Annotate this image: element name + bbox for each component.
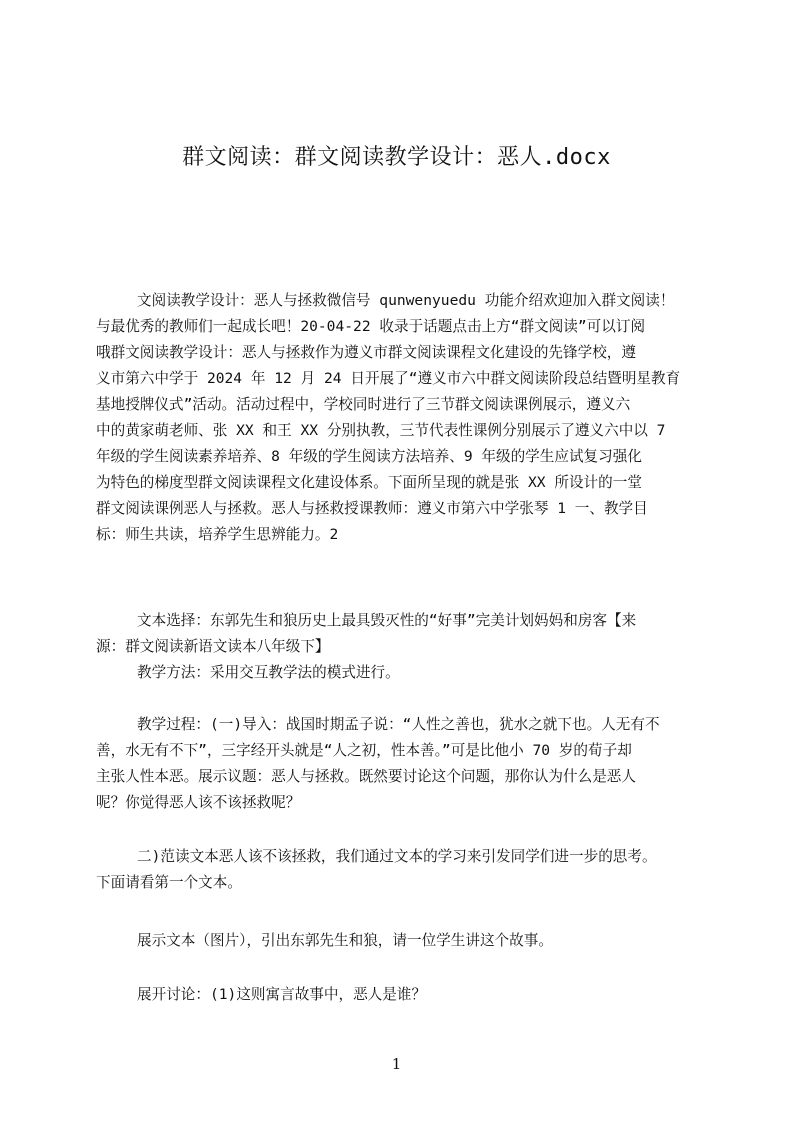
discussion-paragraph xyxy=(96,982,700,1008)
text-line: 呢？你觉得恶人该不该拯救呢？ xyxy=(96,794,301,811)
text-line: 中的黄家萌老师、张 XX 和王 XX 分别执教，三节代表性课例分别展示了遵义六中以 7 xyxy=(96,422,666,439)
text-line: 教学过程：(一)导入：战国时期孟子说：“人性之善也，犹水之就下也。人无有不 xyxy=(137,716,660,733)
reading-paragraph xyxy=(96,844,700,896)
text-line: 下面请看第一个文本。 xyxy=(96,874,242,891)
teaching-process-paragraph xyxy=(96,712,700,816)
text-line: 为特色的梯度型群文阅读课程文化建设体系。下面所呈现的就是张 XX 所设计的一堂 xyxy=(96,474,642,491)
text-line: 主张人性本恶。展示议题：恶人与拯救。既然要讨论这个问题，那你认为什么是恶人 xyxy=(96,768,636,785)
text-line: 展开讨论：(1)这则寓言故事中，恶人是谁？ xyxy=(137,986,427,1003)
text-line: 二)范读文本恶人该不该拯救，我们通过文本的学习来引发同学们进一步的思考。 xyxy=(137,848,657,865)
teaching-method-paragraph xyxy=(96,660,700,686)
text-selection-paragraph xyxy=(96,608,700,660)
text-line: 与最优秀的教师们一起成长吧！20-04-22 收录于话题点击上方“群文阅读”可以订阅 xyxy=(96,318,646,335)
text-line: 基地授牌仪式”活动。活动过程中，学校同时进行了三节群文阅读课例展示，遵义六 xyxy=(96,396,631,413)
text-line: 义市第六中学于 2024 年 12 月 24 日开展了“遵义市六中群文阅读阶段总结暨明星教育 xyxy=(96,370,681,387)
text-line: 善，水无有不下”，三字经开头就是“人之初，性本善。”可是比他小 70 岁的荀子却 xyxy=(96,742,632,759)
text-line: 展示文本（图片），引出东郭先生和狼，请一位学生讲这个故事。 xyxy=(137,932,553,949)
text-line: 源：群文阅读新语文读本八年级下】 xyxy=(96,638,330,655)
text-line: 年级的学生阅读素养培养、8 年级的学生阅读方法培养、9 年级的学生应试复习强化 xyxy=(96,448,642,465)
show-text-paragraph xyxy=(96,928,700,954)
text-line: 文本选择：东郭先生和狼历史上最具毁灭性的“好事”完美计划妈妈和房客【来 xyxy=(137,612,637,629)
document-title: 群文阅读：群文阅读教学设计：恶人.docx xyxy=(182,145,611,170)
text-line: 教学方法：采用交互教学法的模式进行。 xyxy=(137,664,400,681)
page-number: 1 xyxy=(391,1055,402,1073)
text-line: 群文阅读课例恶人与拯救。恶人与拯救授课教师：遵义市第六中学张琴 1 一、教学目 xyxy=(96,500,648,517)
text-line: 标：师生共读，培养学生思辨能力。2 xyxy=(96,526,339,543)
text-line: 文阅读教学设计：恶人与拯救微信号 qunwenyuedu 功能介绍欢迎加入群文阅读！ xyxy=(137,292,675,309)
text-line: 哦群文阅读教学设计：恶人与拯救作为遵义市群文阅读课程文化建设的先锋学校，遵 xyxy=(96,344,636,361)
intro-paragraph xyxy=(96,288,700,552)
